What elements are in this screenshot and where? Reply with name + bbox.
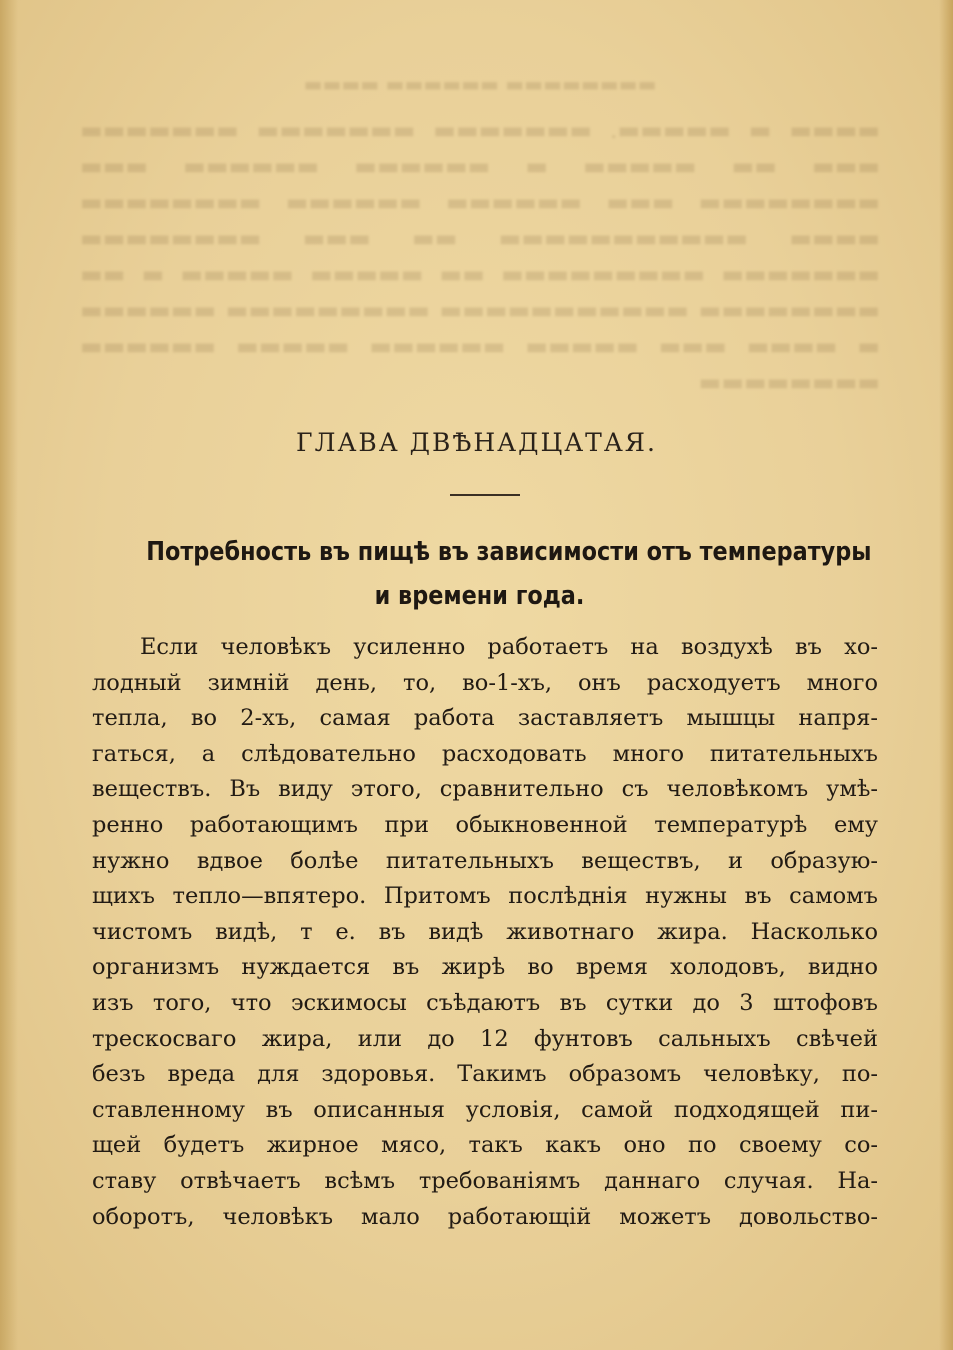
text-line: организмъ нуждается въ жирѣ во время холодовъ, видно [92,954,878,981]
text-line: щей будетъ жирное мясо, такъ какъ оно по своему со- [92,1132,878,1159]
section-title [146,530,872,618]
section-title-line-2: и времени года. [374,581,585,611]
body-paragraph [92,630,878,1235]
text-line: изъ того, что эскимосы съѣдаютъ въ сутки до 3 штофовъ [92,989,878,1016]
text-line: безъ вреда для здоровья. Такимъ образомъ человѣку, по- [92,1061,878,1088]
text-line: чистомъ видѣ, т е. въ видѣ животнаго жира. Насколько [92,918,878,945]
show-through-text: ▬▬▬▬▬▬▬▬ ▬▬▬▬▬▬ ▬▬▬▬ ▬▬▬▬ ▬ ▬▬▬▬▬. ▬▬▬▬▬▬▬ ▬▬▬▬▬▬▬ ▬▬▬▬▬▬▬ ▬▬▬ ▬▬ ▬▬▬▬▬ ▬ ▬▬▬▬▬▬ ▬▬▬▬▬▬ ▬▬▬ ▬▬▬▬▬▬▬▬ ▬▬▬ ▬▬▬▬▬▬ ▬▬▬▬▬▬ ▬▬▬▬▬▬▬▬ ▬▬▬▬ ▬▬▬▬▬▬▬▬▬▬▬ ▬▬ ▬▬▬ ▬▬▬▬▬▬▬▬ ▬▬▬▬▬▬▬ ▬▬▬▬▬▬▬▬▬ ▬▬ ▬▬▬▬▬ ▬▬▬▬▬ ▬ ▬▬ ▬▬▬▬▬▬▬▬ ▬▬▬▬▬▬▬▬▬▬▬ ▬▬▬▬▬▬▬▬▬ ▬▬▬▬▬▬ ▬ ▬▬▬▬ ▬▬▬ ▬▬▬▬▬ ▬▬▬▬▬▬ ▬▬▬▬▬ ▬▬▬▬▬▬ ▬▬▬▬▬▬▬▬ [80,72,880,396]
text-line: щихъ тепло—впятеро. Притомъ послѣднія нужны въ самомъ [92,883,878,910]
text-line: ставу отвѣчаетъ всѣмъ требованіямъ даннаго случая. На- [92,1167,878,1194]
text-line: нужно вдвое болѣе питательныхъ веществъ, и образую- [92,847,878,874]
text-line: Если человѣкъ усиленно работаетъ на воздухѣ въ хо- [140,634,878,660]
heading-divider [450,494,520,496]
text-line: веществъ. Въ виду этого, сравнительно съ человѣкомъ умѣ- [92,776,878,803]
text-line: ставленному въ описанныя условія, самой подходящей пи- [92,1096,878,1123]
page-edge-shadow-right [939,0,953,1350]
text-line: лодный зимній день, то, во-1-хъ, онъ расходуетъ много [92,669,878,696]
page-edge-shadow-left [0,0,18,1350]
text-line: ренно работающимъ при обыкновенной температурѣ ему [92,811,878,838]
text-line: гаться, а слѣдовательно расходовать много питательныхъ [92,740,878,767]
chapter-heading: ГЛАВА ДВѢНАДЦАТАЯ. [296,428,657,457]
section-title-line-1: Потребность въ пищѣ въ зависимости отъ температуры [146,537,872,567]
text-line: оборотъ, человѣкъ мало работающій можетъ довольство- [92,1203,878,1230]
text-line: трескоcваго жира, или до 12 фунтовъ сальныхъ свѣчей [92,1025,878,1052]
text-line: тепла, во 2-хъ, самая работа заставляетъ мышцы напря- [92,705,878,732]
